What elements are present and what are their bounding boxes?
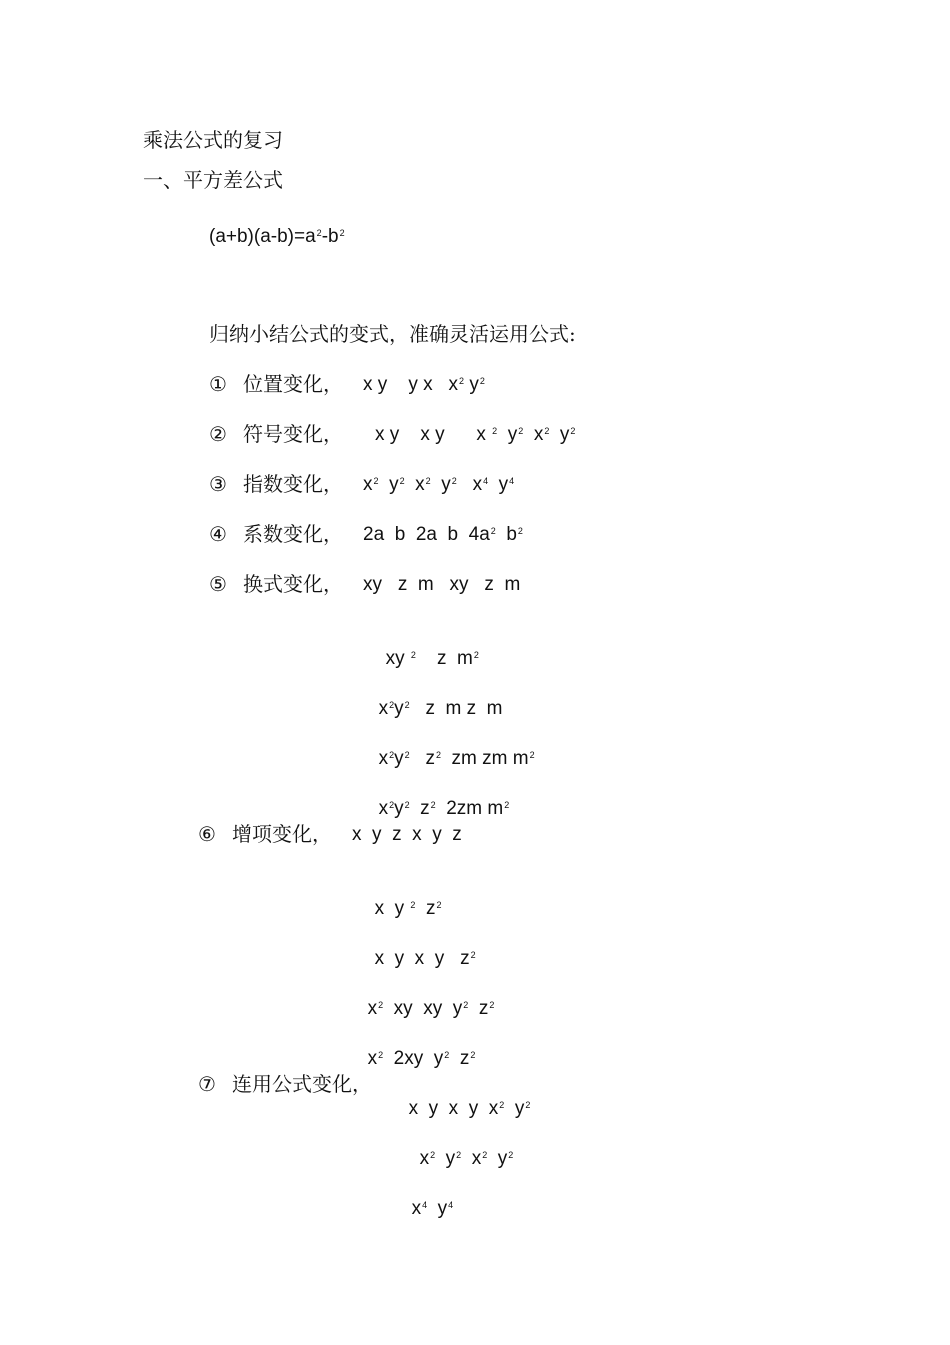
expression: x y z x y z <box>352 824 462 845</box>
item-number: ⑦ <box>198 1072 216 1096</box>
item-number: ③ <box>209 472 227 496</box>
expression: $x^2y^2$ $z^2$ zm zm $m^2$ <box>378 748 535 769</box>
item-number: ⑤ <box>209 572 227 596</box>
item-number: ⑥ <box>198 822 216 846</box>
summary-text: 归纳小结公式的变式，准确灵活运用公式: <box>209 322 576 346</box>
expression: $x^2$ $y^2$ $x^2$ $y^2$ $x^4$ $y^4$ <box>363 474 515 495</box>
expression: xy $^2$ z $m^2$ <box>385 648 479 669</box>
item-number: ④ <box>209 522 227 546</box>
item-label: 连用公式变化， <box>232 1072 372 1096</box>
expression: x y x y x $^2$ $y^2$ $x^2$ $y^2$ <box>375 424 576 445</box>
item-label: 位置变化， <box>243 372 343 396</box>
expression: x y y x $x^2$ $y^2$ <box>363 374 485 395</box>
expression: $x^2y^2$ z m z m <box>378 698 503 719</box>
item-number: ① <box>209 372 227 396</box>
expression: $x^2$ xy xy $y^2$ $z^2$ <box>367 998 495 1019</box>
expression: x y x y $x^2$ $y^2$ <box>408 1098 531 1119</box>
expression: x y $^2$ $z^2$ <box>374 898 442 919</box>
section-heading: 一、平方差公式 <box>143 168 283 192</box>
expression: $x^2$ $y^2$ $x^2$ $y^2$ <box>419 1148 514 1169</box>
item-label: 增项变化， <box>232 822 332 846</box>
expression: $x^2$ 2xy $y^2$ $z^2$ <box>367 1048 476 1069</box>
item-label: 系数变化， <box>243 522 343 546</box>
expression: $x^2y^2$ $z^2$ 2zm $m^2$ <box>378 798 510 819</box>
difference-of-squares-formula: $(a+b)(a-b)=a^2-b^2$ <box>209 226 345 247</box>
page-title: 乘法公式的复习 <box>143 128 283 152</box>
expression: xy z m xy z m <box>363 574 521 595</box>
expression: x y x y $z^2$ <box>374 948 476 969</box>
expression: $x^4$ $y^4$ <box>411 1198 454 1219</box>
item-label: 换式变化， <box>243 572 343 596</box>
expression: 2a b 2a b $4a^2$ $b^2$ <box>363 524 523 545</box>
item-number: ② <box>209 422 227 446</box>
item-label: 指数变化， <box>243 472 343 496</box>
item-label: 符号变化， <box>243 422 343 446</box>
